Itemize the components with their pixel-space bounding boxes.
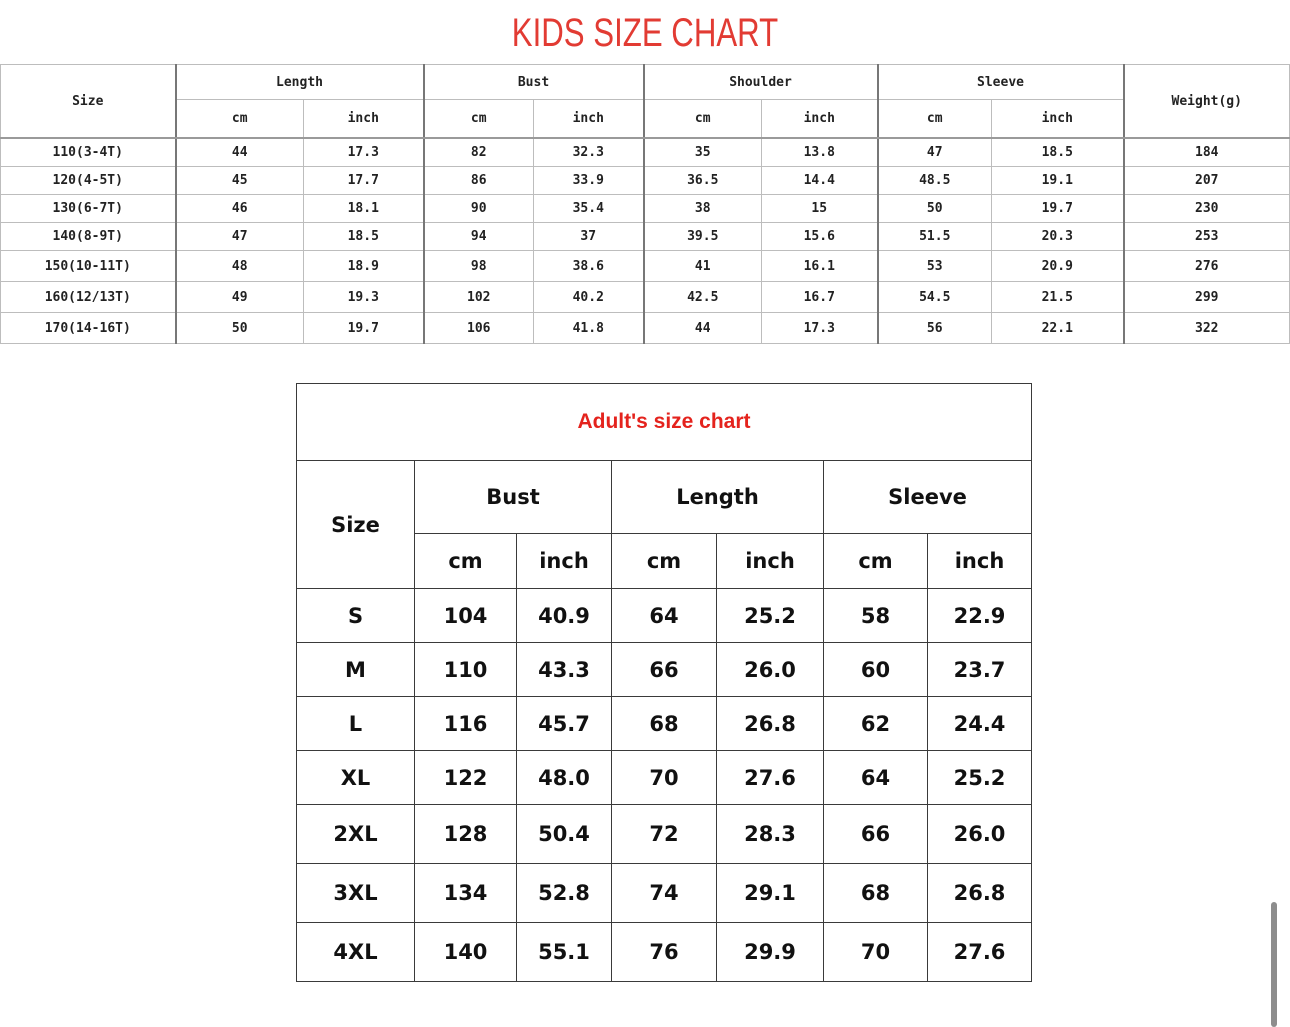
- kids-cell-value: 22.1: [992, 313, 1124, 344]
- kids-cell-value: 38.6: [534, 251, 644, 282]
- adult-cell-value: 45.7: [517, 697, 612, 751]
- adult-cell-value: 66: [612, 643, 717, 697]
- kids-cell-value: 20.9: [992, 251, 1124, 282]
- adult-cell-value: 66: [824, 805, 928, 864]
- adult-cell-value: 74: [612, 864, 717, 923]
- kids-cell-value: 46: [176, 195, 304, 223]
- kids-cell-value: 44: [176, 138, 304, 167]
- kids-cell-value: 47: [878, 138, 992, 167]
- adult-table-row: [297, 697, 1032, 751]
- kids-cell-value: 16.1: [762, 251, 878, 282]
- kids-table-row: [1, 251, 1290, 282]
- adult-cell-value: 116: [415, 697, 517, 751]
- kids-cell-value: 102: [424, 282, 534, 313]
- adult-table-row: [297, 589, 1032, 643]
- adult-cell-value: 52.8: [517, 864, 612, 923]
- kids-subheader-sleeve-inch: inch: [992, 100, 1124, 139]
- kids-cell-value: 14.4: [762, 167, 878, 195]
- adult-cell-value: 60: [824, 643, 928, 697]
- kids-cell-value: 15.6: [762, 223, 878, 251]
- kids-table-row: [1, 138, 1290, 167]
- kids-cell-value: 18.5: [992, 138, 1124, 167]
- kids-cell-value: 36.5: [644, 167, 762, 195]
- kids-size-label: 140(8-9T): [1, 223, 176, 251]
- kids-cell-value: 106: [424, 313, 534, 344]
- kids-cell-value: 90: [424, 195, 534, 223]
- adult-cell-value: 27.6: [928, 923, 1032, 982]
- kids-cell-value: 94: [424, 223, 534, 251]
- kids-cell-value: 54.5: [878, 282, 992, 313]
- adult-subheader-sleeve-cm: cm: [824, 534, 928, 589]
- kids-subheader-length-inch: inch: [304, 100, 424, 139]
- adult-size-label: M: [297, 643, 415, 697]
- kids-cell-value: 56: [878, 313, 992, 344]
- kids-cell-value: 15: [762, 195, 878, 223]
- kids-cell-value: 39.5: [644, 223, 762, 251]
- kids-cell-value: 41.8: [534, 313, 644, 344]
- adult-cell-value: 25.2: [928, 751, 1032, 805]
- kids-subheader-shoulder-inch: inch: [762, 100, 878, 139]
- kids-cell-value: 33.9: [534, 167, 644, 195]
- adult-size-label: 4XL: [297, 923, 415, 982]
- kids-subheader-bust-inch: inch: [534, 100, 644, 139]
- kids-table-row: [1, 167, 1290, 195]
- adult-size-label: S: [297, 589, 415, 643]
- kids-cell-value: 38: [644, 195, 762, 223]
- kids-header-weight: Weight(g): [1124, 65, 1290, 139]
- adult-cell-value: 64: [612, 589, 717, 643]
- kids-cell-value: 44: [644, 313, 762, 344]
- kids-cell-value: 322: [1124, 313, 1290, 344]
- kids-header-bust: Bust: [424, 65, 644, 100]
- kids-cell-value: 184: [1124, 138, 1290, 167]
- adult-cell-value: 140: [415, 923, 517, 982]
- adult-cell-value: 23.7: [928, 643, 1032, 697]
- adult-cell-value: 25.2: [717, 589, 824, 643]
- adult-cell-value: 28.3: [717, 805, 824, 864]
- adult-cell-value: 58: [824, 589, 928, 643]
- kids-cell-value: 19.3: [304, 282, 424, 313]
- kids-cell-value: 19.1: [992, 167, 1124, 195]
- adult-cell-value: 50.4: [517, 805, 612, 864]
- adult-size-label: L: [297, 697, 415, 751]
- kids-cell-value: 35.4: [534, 195, 644, 223]
- kids-cell-value: 18.5: [304, 223, 424, 251]
- kids-header-shoulder: Shoulder: [644, 65, 878, 100]
- adult-table-body: [297, 589, 1032, 982]
- kids-cell-value: 37: [534, 223, 644, 251]
- adult-size-table: [296, 383, 1032, 982]
- kids-header-length: Length: [176, 65, 424, 100]
- kids-cell-value: 49: [176, 282, 304, 313]
- kids-subheader-shoulder-cm: cm: [644, 100, 762, 139]
- kids-size-label: 150(10-11T): [1, 251, 176, 282]
- kids-size-label: 110(3-4T): [1, 138, 176, 167]
- kids-cell-value: 19.7: [304, 313, 424, 344]
- adult-cell-value: 70: [612, 751, 717, 805]
- adult-cell-value: 72: [612, 805, 717, 864]
- kids-header-size: Size: [1, 65, 176, 139]
- adult-cell-value: 70: [824, 923, 928, 982]
- adult-cell-value: 48.0: [517, 751, 612, 805]
- vertical-scrollbar[interactable]: [1271, 902, 1277, 1027]
- kids-subheader-length-cm: cm: [176, 100, 304, 139]
- adult-subheader-bust-inch: inch: [517, 534, 612, 589]
- kids-size-label: 160(12/13T): [1, 282, 176, 313]
- adult-subheader-bust-cm: cm: [415, 534, 517, 589]
- adult-cell-value: 76: [612, 923, 717, 982]
- kids-cell-value: 98: [424, 251, 534, 282]
- adult-cell-value: 134: [415, 864, 517, 923]
- kids-cell-value: 18.9: [304, 251, 424, 282]
- adult-cell-value: 40.9: [517, 589, 612, 643]
- kids-cell-value: 50: [176, 313, 304, 344]
- adult-size-label: 3XL: [297, 864, 415, 923]
- kids-table-body: [1, 138, 1290, 344]
- adult-cell-value: 26.0: [717, 643, 824, 697]
- kids-cell-value: 19.7: [992, 195, 1124, 223]
- kids-cell-value: 13.8: [762, 138, 878, 167]
- kids-subheader-bust-cm: cm: [424, 100, 534, 139]
- kids-cell-value: 299: [1124, 282, 1290, 313]
- adult-cell-value: 64: [824, 751, 928, 805]
- kids-size-label: 130(6-7T): [1, 195, 176, 223]
- adult-table-row: [297, 805, 1032, 864]
- kids-cell-value: 48: [176, 251, 304, 282]
- kids-cell-value: 253: [1124, 223, 1290, 251]
- kids-cell-value: 21.5: [992, 282, 1124, 313]
- adult-cell-value: 43.3: [517, 643, 612, 697]
- kids-cell-value: 82: [424, 138, 534, 167]
- kids-header-sleeve: Sleeve: [878, 65, 1124, 100]
- adult-table-row: [297, 751, 1032, 805]
- adult-size-chart-title: Adult's size chart: [297, 384, 1032, 461]
- kids-cell-value: 53: [878, 251, 992, 282]
- kids-cell-value: 48.5: [878, 167, 992, 195]
- kids-cell-value: 51.5: [878, 223, 992, 251]
- kids-cell-value: 17.7: [304, 167, 424, 195]
- adult-cell-value: 26.0: [928, 805, 1032, 864]
- adult-cell-value: 104: [415, 589, 517, 643]
- adult-subheader-length-cm: cm: [612, 534, 717, 589]
- kids-cell-value: 35: [644, 138, 762, 167]
- kids-size-label: 120(4-5T): [1, 167, 176, 195]
- adult-cell-value: 29.1: [717, 864, 824, 923]
- kids-cell-value: 42.5: [644, 282, 762, 313]
- kids-cell-value: 47: [176, 223, 304, 251]
- kids-size-table: [0, 64, 1290, 344]
- kids-table-row: [1, 195, 1290, 223]
- kids-cell-value: 45: [176, 167, 304, 195]
- kids-cell-value: 40.2: [534, 282, 644, 313]
- adult-cell-value: 55.1: [517, 923, 612, 982]
- adult-table-row: [297, 643, 1032, 697]
- adult-cell-value: 68: [824, 864, 928, 923]
- kids-cell-value: 20.3: [992, 223, 1124, 251]
- adult-header-bust: Bust: [415, 461, 612, 534]
- adult-cell-value: 122: [415, 751, 517, 805]
- kids-cell-value: 276: [1124, 251, 1290, 282]
- kids-cell-value: 230: [1124, 195, 1290, 223]
- kids-table-row: [1, 313, 1290, 344]
- adult-subheader-sleeve-inch: inch: [928, 534, 1032, 589]
- adult-cell-value: 29.9: [717, 923, 824, 982]
- adult-cell-value: 68: [612, 697, 717, 751]
- adult-size-label: XL: [297, 751, 415, 805]
- kids-cell-value: 86: [424, 167, 534, 195]
- adult-table-row: [297, 923, 1032, 982]
- adult-cell-value: 22.9: [928, 589, 1032, 643]
- kids-size-chart-title: KIDS SIZE CHART: [511, 11, 779, 55]
- adult-cell-value: 110: [415, 643, 517, 697]
- adult-header-length: Length: [612, 461, 824, 534]
- adult-cell-value: 27.6: [717, 751, 824, 805]
- kids-cell-value: 207: [1124, 167, 1290, 195]
- adult-cell-value: 62: [824, 697, 928, 751]
- adult-header-sleeve: Sleeve: [824, 461, 1032, 534]
- kids-size-label: 170(14-16T): [1, 313, 176, 344]
- kids-table-row: [1, 223, 1290, 251]
- kids-cell-value: 18.1: [304, 195, 424, 223]
- kids-cell-value: 50: [878, 195, 992, 223]
- adult-cell-value: 128: [415, 805, 517, 864]
- adult-subheader-length-inch: inch: [717, 534, 824, 589]
- adult-table-row: [297, 864, 1032, 923]
- adult-cell-value: 26.8: [928, 864, 1032, 923]
- adult-cell-value: 24.4: [928, 697, 1032, 751]
- kids-cell-value: 32.3: [534, 138, 644, 167]
- adult-size-label: 2XL: [297, 805, 415, 864]
- kids-cell-value: 41: [644, 251, 762, 282]
- kids-subheader-sleeve-cm: cm: [878, 100, 992, 139]
- kids-table-row: [1, 282, 1290, 313]
- adult-header-size: Size: [297, 461, 415, 589]
- kids-cell-value: 17.3: [304, 138, 424, 167]
- kids-cell-value: 16.7: [762, 282, 878, 313]
- adult-cell-value: 26.8: [717, 697, 824, 751]
- kids-cell-value: 17.3: [762, 313, 878, 344]
